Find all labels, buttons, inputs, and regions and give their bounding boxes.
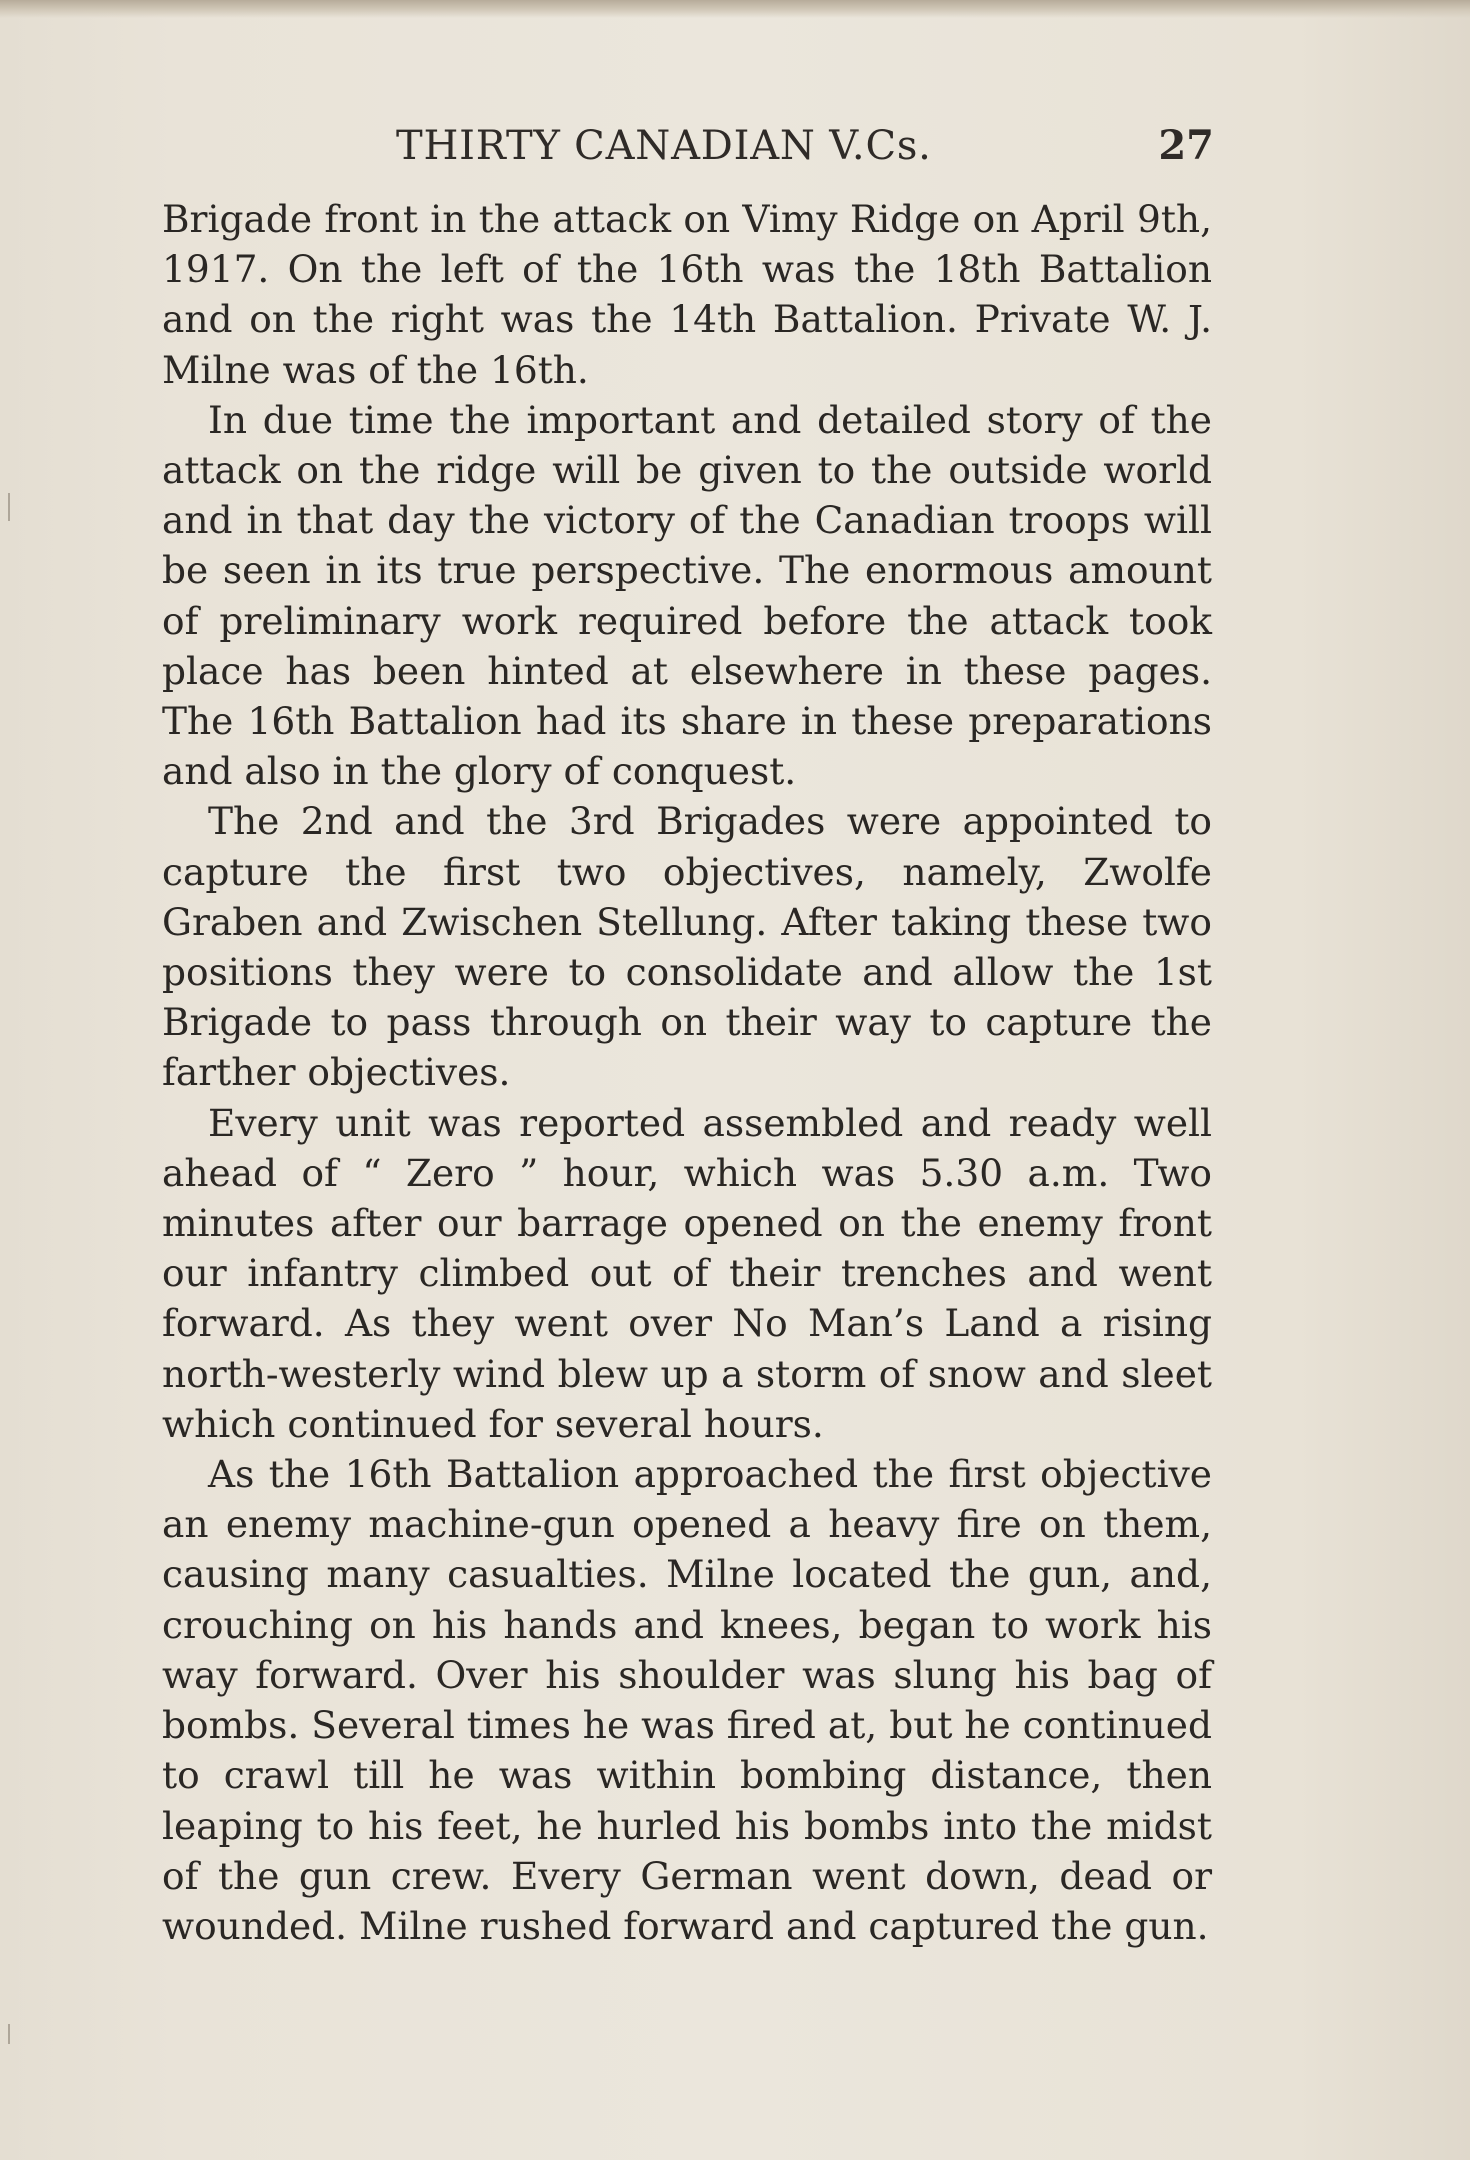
paragraph-3: The 2nd and the 3rd Brigades were appointed to capture the first two objectives, namely, Zwolfe Graben and Zwischen Stellung. After taking these two positions they were to consolidate and allow the 1st Brigade to pass through on their way to capture the farther objectives. bbox=[162, 799, 1212, 1095]
paragraph-4: Every unit was reported assembled and ready well ahead of “ Zero ” hour, which was 5.30 a.m. Two minutes after our barrage opened on the enemy front our infantry climbed out of their trenches and went forward. As they went over No Man’s Land a rising north-westerly wind blew up a storm of snow and sleet which continued for several hours. bbox=[162, 1100, 1212, 1446]
running-head-title: THIRTY CANADIAN V.Cs. bbox=[396, 123, 932, 169]
body-text bbox=[162, 194, 1212, 1951]
paragraph-1: Brigade front in the attack on Vimy Ridge on April 9th, 1917. On the left of the 16th was the 18th Battalion and on the right was the 14th Battalion. Private W. J. Milne was of the 16th. bbox=[162, 197, 1212, 392]
page-number: 27 bbox=[1158, 122, 1214, 169]
paragraph-5: As the 16th Battalion approached the first objective an enemy machine-gun opened a heavy fire on them, causing many casualties. Milne located the gun, and, crouching on his hands and knees, began to work his way forward. Over his shoulder was slung his bag of bombs. Several times he was fired at, but he continued to crawl till he was within bombing distance, then leaping to his feet, he hurled his bombs into the midst of the gun crew. Every German went down, dead or wounded. Milne rushed forward and captured the gun. bbox=[162, 1452, 1212, 1948]
paragraph-2: In due time the important and detailed story of the attack on the ridge will be given to the outside world and in that day the victory of the Canadian troops will be seen in its true perspective. The enormous amount of preliminary work required before the attack took place has been hinted at elsewhere in these pages. The 16th Battalion had its share in these preparations and also in the glory of conquest. bbox=[162, 397, 1212, 794]
left-margin-mark-1 bbox=[8, 493, 10, 521]
page-top-edge bbox=[0, 0, 1470, 18]
running-header bbox=[164, 114, 1214, 178]
left-margin-mark-2 bbox=[8, 2024, 10, 2044]
